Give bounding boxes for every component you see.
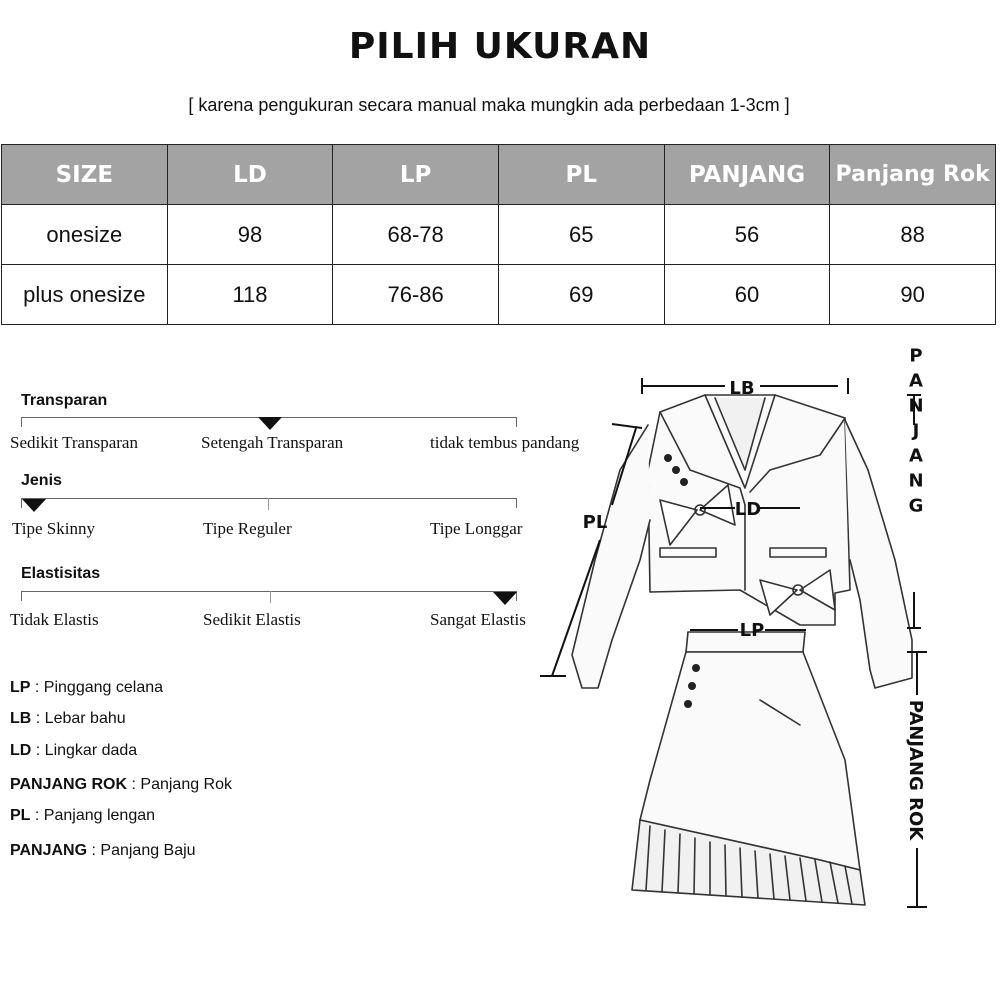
scale-label-mid: Tipe Reguler <box>203 519 292 538</box>
scale-title: Jenis <box>21 472 62 489</box>
legend-value: Lebar bahu <box>44 710 126 727</box>
legend-value: Lingkar dada <box>44 742 138 759</box>
legend-value: Panjang Rok <box>140 776 233 793</box>
legend-key: PANJANG ROK <box>10 776 128 793</box>
cell-pl: 69 <box>498 265 664 325</box>
scale-label-low: Tipe Skinny <box>12 519 95 538</box>
button-icon <box>664 454 672 462</box>
legend-key: LB <box>10 710 32 727</box>
cell-lp: 76-86 <box>333 265 499 325</box>
legend-item-lb: LB : Lebar bahu <box>10 710 126 727</box>
scale-label-low: Sedikit Transparan <box>10 433 138 452</box>
button-icon <box>680 478 688 486</box>
legend-value: Panjang lengan <box>43 807 156 824</box>
legend-key: LP <box>10 679 31 696</box>
scale-label-mid: Sedikit Elastis <box>203 610 301 629</box>
cell-ld: 98 <box>167 205 333 265</box>
cell-size: onesize <box>2 205 168 265</box>
cell-ld: 118 <box>167 265 333 325</box>
header-panjang: PANJANG <box>664 145 830 205</box>
legend-key: LD <box>10 742 32 759</box>
header-ld: LD <box>167 145 333 205</box>
panjang-label: PANJANG <box>905 345 927 521</box>
header-size: SIZE <box>2 145 168 205</box>
pl-tick-top <box>612 424 642 428</box>
scale-label-mid: Setengah Transparan <box>201 433 344 452</box>
scale-label-low: Tidak Elastis <box>10 610 99 629</box>
cell-panjang: 60 <box>664 265 830 325</box>
legend-item-panjang-rok: PANJANG ROK : Panjang Rok <box>10 776 233 793</box>
left-sleeve <box>572 425 650 688</box>
legend-key: PANJANG <box>10 842 88 859</box>
legend-value: Panjang Baju <box>100 842 196 859</box>
legend-item-panjang: PANJANG : Panjang Baju <box>10 842 196 859</box>
ld-label: LD <box>734 499 762 520</box>
scale-title: Transparan <box>21 392 108 409</box>
button-icon <box>692 664 700 672</box>
legend-item-lp: LP : Pinggang celana <box>10 679 164 696</box>
button-icon <box>688 682 696 690</box>
scale-title: Elastisitas <box>21 565 101 582</box>
lb-label: LB <box>729 378 755 399</box>
scale-label-high: Sangat Elastis <box>430 610 526 629</box>
cell-panjang: 56 <box>664 205 830 265</box>
header-lp: LP <box>333 145 499 205</box>
cell-panjang-rok: 90 <box>830 265 996 325</box>
button-icon <box>672 466 680 474</box>
header-panjang-rok: Panjang Rok <box>830 145 996 205</box>
legend-item-ld: LD : Lingkar dada <box>10 742 138 759</box>
cell-size: plus onesize <box>2 265 168 325</box>
cell-lp: 68-78 <box>333 205 499 265</box>
page-title: PILIH UKURAN <box>348 26 652 67</box>
pl-label: PL <box>582 512 608 533</box>
lp-label: LP <box>739 620 765 641</box>
scale-label-high: Tipe Longgar <box>430 519 523 538</box>
button-icon <box>684 700 692 708</box>
measurement-note: [ karena pengukuran secara manual maka mungkin ada perbedaan 1-3cm ] <box>188 95 790 115</box>
header-pl: PL <box>498 145 664 205</box>
legend-value: Pinggang celana <box>43 679 164 696</box>
cell-panjang-rok: 88 <box>830 205 996 265</box>
scale-label-high: tidak tembus pandang <box>430 433 580 452</box>
cell-pl: 65 <box>498 205 664 265</box>
legend-item-pl: PL : Panjang lengan <box>10 807 156 824</box>
right-sleeve <box>845 420 912 688</box>
legend-key: PL <box>10 807 31 824</box>
panjang-rok-label: PANJANG ROK <box>905 699 926 841</box>
